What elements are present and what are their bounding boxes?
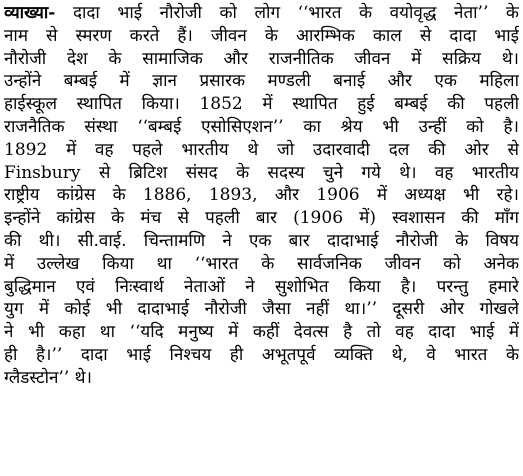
- text-line-5: हाईस्कूल स्थापित किया। 1852 में स्थापित हुई बम्बई की पहली: [4, 94, 519, 115]
- text-line-2: नाम से स्मरण करते हैं। जीवन के आरम्भिक काल से दादा भाई: [4, 25, 519, 46]
- text-line-9: राष्ट्रीय कांग्रेस के 1886, 1893, और 1906 में अध्यक्ष भी रहे।: [4, 185, 519, 206]
- text-line-16: ही है।’’ दादा भाई निश्चय ही अभूतपूर्व व्यक्ति थे, वे भारत के: [4, 344, 519, 365]
- text-line-8: Finsbury से ब्रिटिश संसद के सदस्य चुने गये थे। वह भारतीय: [4, 162, 519, 183]
- text-line-15: ने भी कहा था ‘‘यदि मनुष्य में कहीं देवत्स है तो वह दादा भाई में: [4, 322, 519, 343]
- text-line-17: ग्लैडस्टोन’’ थे।: [4, 367, 92, 388]
- text-line-1: [4, 2, 519, 25]
- text-line-13: बुद्धिमान एवं निःस्वार्थ नेताओं ने सुशोभित किया है। परन्तु हमारे: [4, 276, 519, 297]
- text-line-4: उन्होंने बम्बई में ज्ञान प्रसारक मण्डली बनाई और एक महिला: [4, 71, 519, 92]
- text-line-10: इन्होंने कांग्रेस के मंच से पहली बार (1906 में) स्वशासन की माँग: [4, 208, 519, 229]
- explanation-paragraph: [4, 2, 519, 390]
- text-line-12: में उल्लेख किया था ‘‘भारत के सार्वजनिक जीवन को अनेक: [4, 253, 519, 274]
- text-line-11: की थी। सी.वाई. चिन्तामणि ने एक बार दादाभाई नौरोजी के विषय: [4, 230, 519, 251]
- text-line-1-body: दादा भाई नौरोजी को लोग ‘‘भारत के वयोवृद्ध नेता’’ के: [72, 3, 519, 23]
- text-line-14: युग में कोई भी दादाभाई नौरोजी जैसा नहीं था।’’ दूसरी ओर गोखले: [4, 299, 519, 320]
- text-line-6: राजनैतिक संस्था ‘‘बम्बई एसोसिएशन’’ का श्रेय भी उन्हीं को है।: [4, 116, 519, 137]
- text-line-7: 1892 में वह पहले भारतीय थे जो उदारवादी दल की ओर से: [4, 139, 519, 160]
- explanation-heading: व्याख्या-: [4, 3, 56, 23]
- text-line-3: नौरोजी देश के सामाजिक और राजनीतिक जीवन में सक्रिय थे।: [4, 48, 519, 69]
